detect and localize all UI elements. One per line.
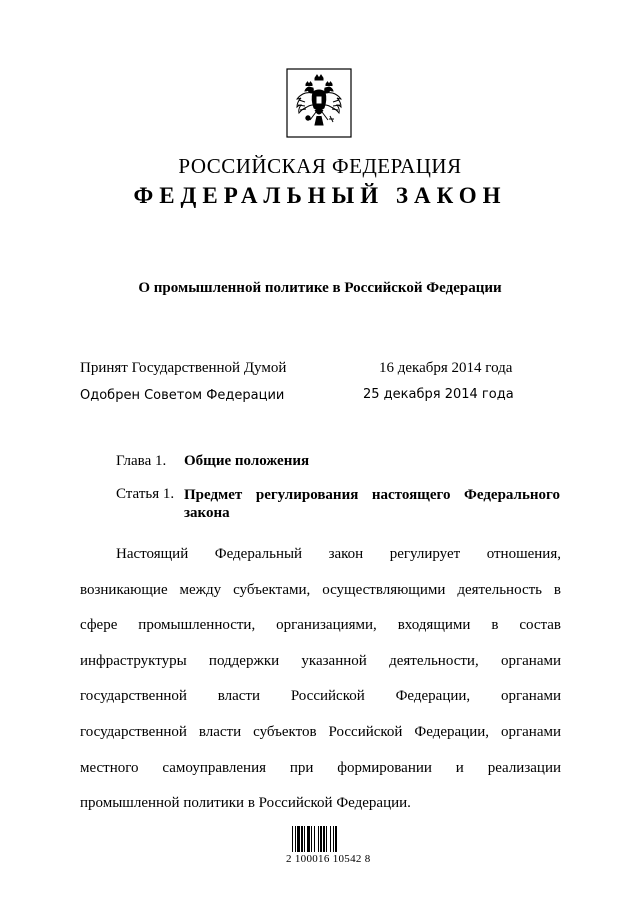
- article-number: Статья 1.: [116, 486, 175, 502]
- barcode: [292, 816, 354, 854]
- adopted-date: 16 декабря 2014 года: [379, 360, 513, 376]
- approved-label: Одобрен Советом Федерации: [80, 388, 285, 403]
- barcode-number: 2 100016 10542 8: [286, 853, 371, 865]
- chapter-number: Глава 1.: [116, 453, 167, 469]
- law-title: О промышленной политике в Российской Федерации: [138, 280, 502, 296]
- adopted-label: Принят Государственной Думой: [80, 360, 287, 376]
- emblem-frame: [286, 68, 352, 138]
- article-title: Предмет регулирования настоящего Федерального закона: [184, 487, 560, 521]
- article-body-paragraph: Настоящий Федеральный закон регулирует отношения, возникающие между субъектами, осуществляющими деятельность в сфере промышленности, организациями, входящими в состав инфраструктуры поддержки указанной деятельности, органами государственной власти Российской Федерации, органами государственной власти субъектов Российской Федерации, органами местного самоуправления при формировании и реализации промышленной политики в Российской Федерации.: [80, 546, 561, 812]
- document-type: ФЕДЕРАЛЬНЫЙ ЗАКОН: [133, 183, 507, 208]
- country-name: РОССИЙСКАЯ ФЕДЕРАЦИЯ: [178, 154, 462, 178]
- approved-date: 25 декабря 2014 года: [363, 387, 514, 402]
- double-headed-eagle-icon: [297, 75, 341, 125]
- chapter-title: Общие положения: [184, 453, 310, 469]
